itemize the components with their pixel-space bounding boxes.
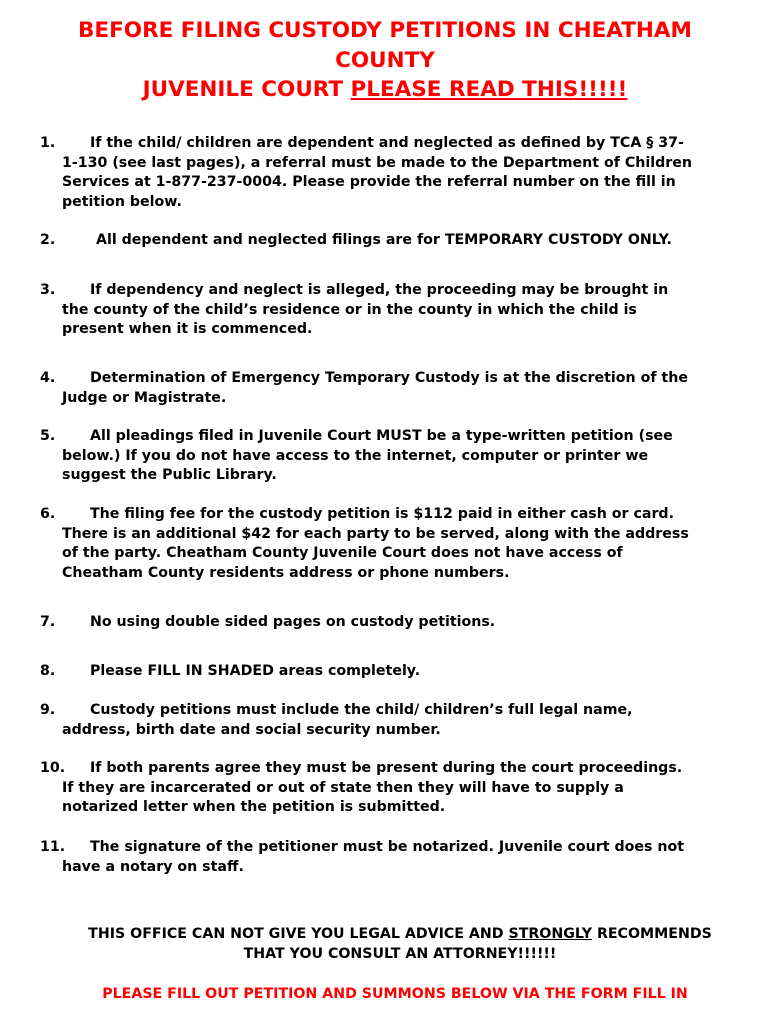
item-text-line: If the child/ children are dependent and neglected as defined by TCA § 37-	[90, 135, 684, 151]
list-item	[40, 281, 740, 340]
item-number: 4.	[40, 370, 56, 386]
item-text-line: No using double sided pages on custody petitions.	[90, 614, 496, 630]
list-item	[40, 759, 740, 818]
item-text-line: the county of the child’s residence or in the county in which the child is	[62, 301, 637, 318]
list-item	[40, 662, 740, 682]
item-text-line: address, birth date and social security number.	[62, 721, 441, 738]
item-text-line: present when it is commenced.	[62, 321, 313, 337]
list-item	[40, 838, 740, 877]
title-line-3-plain: JUVENILE COURT	[142, 77, 351, 102]
item-number: 9.	[40, 702, 56, 718]
list-item	[40, 427, 740, 486]
list-item	[40, 231, 740, 251]
list-item	[40, 701, 740, 740]
title-line-1: BEFORE FILING CUSTODY PETITIONS IN CHEATHAM	[78, 18, 692, 43]
item-text-line: Cheatham County residents address or phone numbers.	[62, 564, 510, 581]
item-text-line: If dependency and neglect is alleged, the proceeding may be brought in	[90, 282, 669, 298]
item-text-line: Services at 1-877-237-0004. Please provide the referral number on the fill in	[62, 174, 676, 190]
legal-advice-notice	[60, 925, 740, 964]
item-text-line: Judge or Magistrate.	[62, 389, 227, 406]
notice-text: RECOMMENDS	[592, 926, 712, 942]
title-line-2: COUNTY	[335, 47, 435, 73]
item-text-line: below.) If you do not have access to the internet, computer or printer we	[62, 447, 649, 464]
item-text-line: The signature of the petitioner must be notarized. Juvenile court does not	[90, 839, 685, 855]
notice-line-2: THAT YOU CONSULT AN ATTORNEY!!!!!!	[243, 945, 557, 962]
item-text-line: If they are incarcerated or out of state then they will have to supply a	[62, 779, 624, 796]
list-item	[40, 369, 740, 408]
item-text-line: The filing fee for the custody petition is $112 paid in either cash or card.	[90, 506, 674, 522]
item-number: 7.	[40, 614, 56, 630]
title-line-3	[40, 75, 730, 105]
item-text-line: petition below.	[62, 193, 182, 210]
item-text-line: Please FILL IN SHADED areas completely.	[90, 663, 421, 679]
form-fill-instruction: PLEASE FILL OUT PETITION AND SUMMONS BELOW VIA THE FORM FILL IN	[102, 986, 688, 1002]
item-text-line: If both parents agree they must be present during the court proceedings.	[90, 760, 683, 776]
item-number: 3.	[40, 282, 56, 298]
item-text-line: notarized letter when the petition is submitted.	[62, 799, 446, 815]
item-text-line: suggest the Public Library.	[62, 467, 277, 483]
item-number: 11.	[40, 839, 66, 855]
notice-text: THIS OFFICE CAN NOT GIVE YOU LEGAL ADVICE AND	[88, 926, 509, 942]
item-text-line: have a notary on staff.	[62, 858, 244, 875]
notice-emphasis: STRONGLY	[508, 926, 592, 942]
item-text-line: Custody petitions must include the child/ children’s full legal name,	[90, 702, 633, 718]
item-text-line: All dependent and neglected filings are for TEMPORARY CUSTODY ONLY.	[96, 232, 672, 248]
page-title	[40, 16, 730, 105]
item-text-line: 1-130 (see last pages), a referral must be made to the Department of Children	[62, 154, 692, 171]
item-number: 1.	[40, 135, 56, 151]
item-text-line: Determination of Emergency Temporary Custody is at the discretion of the	[90, 370, 688, 386]
item-number: 5.	[40, 428, 56, 444]
list-item	[40, 505, 740, 583]
item-number: 10.	[40, 760, 66, 776]
title-read-this: PLEASE READ THIS!!!!!	[350, 77, 628, 102]
item-text-line: of the party. Cheatham County Juvenile Court does not have access of	[62, 545, 623, 561]
item-number: 6.	[40, 506, 56, 522]
item-text-line: All pleadings filed in Juvenile Court MUST be a type-written petition (see	[90, 428, 673, 444]
item-text-line: There is an additional $42 for each party to be served, along with the address	[62, 525, 689, 542]
list-item	[40, 134, 740, 212]
item-number: 8.	[40, 663, 56, 679]
item-number: 2.	[40, 232, 56, 248]
list-item	[40, 613, 740, 633]
